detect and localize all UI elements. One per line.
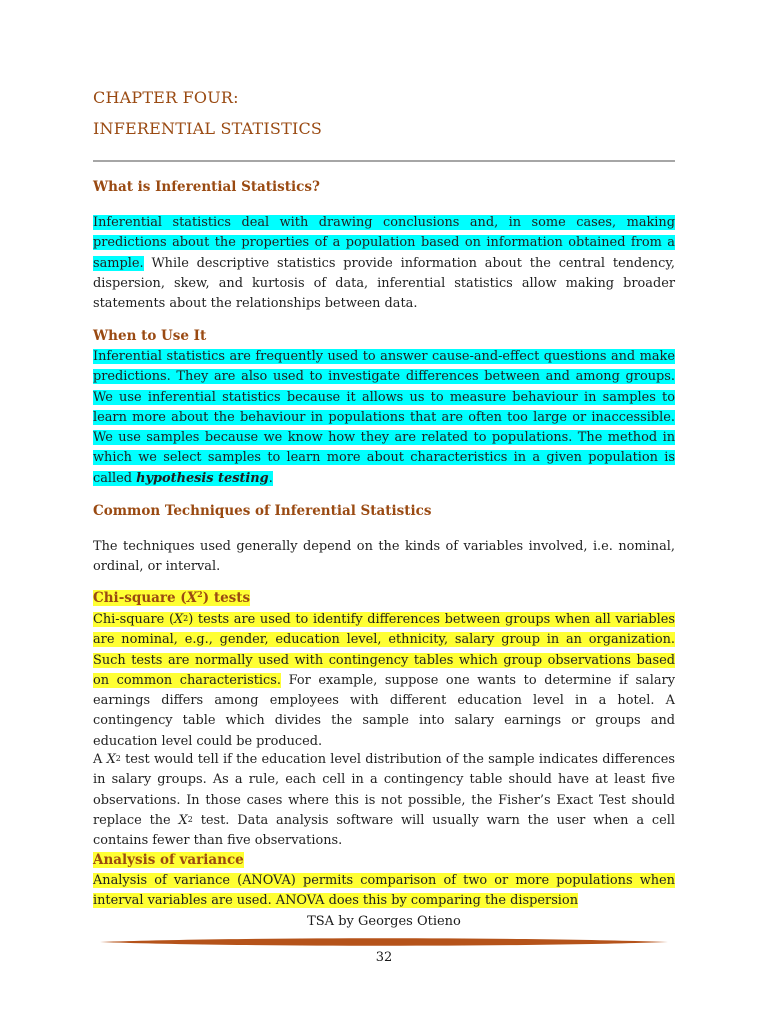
emphasis-hypothesis-testing: hypothesis testing: [136, 470, 269, 486]
heading-chi-post: ) tests: [202, 590, 251, 606]
paragraph-chisquare-2: [93, 750, 675, 851]
chi-superscript: 2: [183, 614, 189, 623]
text-when-end: .: [268, 470, 273, 486]
text-p2-post: test. Data analysis software will usually warn the user when a cell contains fewer than five observations.: [93, 812, 675, 849]
footer-swoosh-divider: [100, 935, 668, 949]
paragraph-techniques: The techniques used generally depend on the kinds of variables involved, i.e. nominal, ordinal, or interval.: [93, 539, 675, 575]
heading-chisquare-highlight: [93, 590, 250, 606]
page-number: 32: [375, 950, 393, 965]
text-chisquare-rest: For example, suppose one wants to determine if salary earnings differs among employees with different education level in a hotel. A contingency table which divides the sample into salary earnings or groups and education level could be produced.: [93, 672, 675, 749]
chapter-number: CHAPTER FOUR:: [93, 88, 239, 107]
highlight-what: Inferential statistics deal with drawing conclusions and, in some cases, making predictions about the properties of a population based on information obtained from a sample.: [93, 215, 675, 271]
text-p2-mid: test would tell if the education level distribution of the sample indicates differences in salary groups. As a rule, each cell in a contingency table should have at least five observations. In those cases where this is not possible, the Fisher’s Exact Test should replace the: [93, 752, 675, 828]
chapter-title: INFERENTIAL STATISTICS: [93, 119, 323, 138]
text-chi-pre: Chi-square (: [93, 612, 174, 627]
heading-chi-pre: Chi-square (: [93, 590, 187, 606]
text-when: Inferential statistics are frequently used to answer cause-and-effect questions and make predictions. They are also used to investigate differences between and among groups. We use inferential statistics because it allows us to measure behaviour in samples to learn more about the behaviour in populations that are often too large or inaccessible. We use samples because we know how they are related to populations. The method in which we select samples to learn more about characteristics in a given population is called: [93, 349, 675, 486]
paragraph-chisquare: [93, 610, 675, 752]
highlight-when: [93, 349, 675, 486]
highlight-anova: Analysis of variance (ANOVA) permits comparison of two or more populations when interval variables are used. ANOVA does this by comparing the dispersion: [93, 873, 675, 909]
paragraph-anova: [93, 871, 675, 912]
section-heading-when: When to Use It: [93, 328, 207, 344]
section-heading-chisquare: [93, 590, 250, 606]
text-what-rest: While descriptive statistics provide information about the central tendency, dispersion, skew, and kurtosis of data, inferential statistics allow making broader statements about the relationships between data.: [93, 255, 675, 312]
paragraph-what: [93, 213, 675, 314]
chi-superscript: 2: [187, 814, 193, 824]
chi-superscript: 2: [115, 754, 121, 763]
text-chi-post: ) tests are used to identify differences between groups when all variables are nominal, e.g., gender, education level, ethnicity, salary group in an organization. Such tests are normally used with contingency tables which group observations based on common characteristics.: [93, 612, 675, 688]
chi-symbol: X: [186, 590, 198, 606]
text-p2-pre: A: [93, 752, 107, 767]
title-divider: [93, 160, 675, 162]
chi-symbol: X: [106, 752, 116, 767]
footer-author: TSA by Georges Otieno: [307, 914, 461, 929]
section-heading-anova: [93, 852, 244, 868]
chi-superscript: 2: [197, 589, 203, 599]
section-heading-techniques: Common Techniques of Inferential Statistics: [93, 503, 432, 519]
chi-symbol: X: [178, 812, 188, 828]
heading-anova-highlight: Analysis of variance: [93, 852, 244, 868]
section-heading-what: What is Inferential Statistics?: [93, 179, 320, 195]
paragraph-when: [93, 347, 675, 489]
chi-symbol: X: [173, 612, 184, 627]
